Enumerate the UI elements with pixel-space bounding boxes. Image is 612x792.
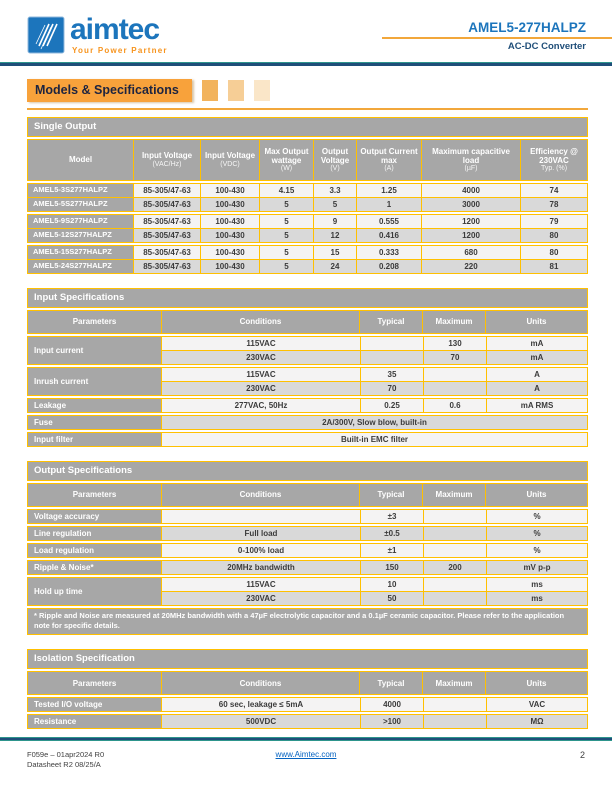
spec-row: Built-in EMC filter [162,433,587,446]
spec-group-voltage-accuracy: Voltage accuracy ±3 % [27,509,588,524]
page-header [0,0,612,62]
decor-square-1 [202,80,218,101]
spec-row: 230VAC 70 mA [162,350,587,364]
model-underline [382,37,612,39]
ripple-noise-footnote: * Ripple and Noise are measured at 20MHz bandwidth with a 47µF electrolytic capacitor and a 0.1µF ceramic capacitor. Please refer to the application note for specific details. [27,608,588,635]
page-title: Models & Specifications [27,79,192,102]
model-row-pair [27,183,588,212]
content [27,117,588,729]
input-specs-section [27,288,588,447]
spec-row: 0-100% load ±1 % [162,544,587,557]
spec-group-hold-up-time: Hold up time 115VAC 10 ms 230VAC 50 ms [27,577,588,606]
spec-row: 2A/300V, Slow blow, built-in [162,416,587,429]
decor-square-3 [254,80,270,101]
single-output-title: Single Output [27,117,588,137]
input-specs-title: Input Specifications [27,288,588,308]
spec-row: 277VAC, 50Hz 0.25 0.6 mA RMS [162,399,587,412]
table-row: AMEL5-24S277HALPZ 85-305/47-63 100-430 5 24 0.208 220 81 [28,259,587,273]
spec-group-leakage: Leakage 277VAC, 50Hz 0.25 0.6 mA RMS [27,398,588,413]
spec-row: 115VAC 130 mA [162,337,587,350]
spec-row: Full load ±0.5 % [162,527,587,540]
page-number: 2 [579,749,585,760]
table-row: AMEL5-5S277HALPZ 85-305/47-63 100-430 5 5 1 3000 78 [28,197,587,211]
spec-row: 20MHz bandwidth 150 200 mV p-p [162,561,587,574]
table-row: AMEL5-3S277HALPZ 85-305/47-63 100-430 4.15 3.3 1.25 4000 74 [28,184,587,197]
spec-group-fuse: Fuse 2A/300V, Slow blow, built-in [27,415,588,430]
header-product-block [382,20,612,52]
spec-group-load-regulation: Load regulation 0-100% load ±1 % [27,543,588,558]
product-model-number: AMEL5-277HALPZ [468,20,586,35]
title-rule [27,108,588,110]
spec-row: 115VAC 10 ms [162,578,587,591]
table-row: AMEL5-9S277HALPZ 85-305/47-63 100-430 5 9 0.555 1200 79 [28,215,587,228]
input-specs-header-row: Parameters Conditions Typical Maximum Units [27,310,588,334]
table-row: AMEL5-12S277HALPZ 85-305/47-63 100-430 5 12 0.416 1200 80 [28,228,587,242]
model-row-pair [27,214,588,243]
header-divider [0,62,612,66]
spec-group-ripple-noise: Ripple & Noise* 20MHz bandwidth 150 200 mV p-p [27,560,588,575]
spec-group-inrush-current: Inrush current 115VAC 35 A 230VAC 70 A [27,367,588,396]
single-output-section [27,117,588,274]
spec-group-resistance: Resistance 500VDC >100 MΩ [27,714,588,729]
decor-square-2 [228,80,244,101]
output-specs-title: Output Specifications [27,461,588,481]
output-specs-header-row: Parameters Conditions Typical Maximum Units [27,483,588,507]
page-footer [0,737,612,792]
brand-tagline: Your Power Partner [72,45,168,55]
brand-name: aimtec [70,13,160,46]
spec-group-input-filter: Input filter Built-in EMC filter [27,432,588,447]
model-row-pair [27,245,588,274]
aimtec-logo [27,13,168,55]
single-output-header-row: Model Input Voltage (VAC/Hz) Input Voltage (VDC) Max Output wattage (W) Output Voltage (V) Output Current max (A) Maximum capacitive load (µF) Efficiency @ 230VAC Typ. (%) [27,139,588,181]
aimtec-logo-icon [27,16,65,54]
spec-group-input-current: Input current 115VAC 130 mA 230VAC 70 mA [27,336,588,365]
title-row [27,79,585,102]
table-row: AMEL5-15S277HALPZ 85-305/47-63 100-430 5 15 0.333 680 80 [28,246,587,259]
isolation-specs-title: Isolation Specification [27,649,588,669]
spec-row: 230VAC 50 ms [162,591,587,605]
spec-row: 500VDC >100 MΩ [162,715,587,728]
spec-row: 230VAC 70 A [162,381,587,395]
isolation-specs-section [27,649,588,729]
spec-group-tested-io-voltage: Tested I/O voltage 60 sec, leakage ≤ 5mA 4000 VAC [27,697,588,712]
spec-row: 60 sec, leakage ≤ 5mA 4000 VAC [162,698,587,711]
spec-row: 115VAC 35 A [162,368,587,381]
footer-revision: Datasheet R2 08/25/A [27,759,101,769]
spec-row: ±3 % [162,510,587,523]
output-specs-section [27,461,588,635]
isolation-specs-header-row: Parameters Conditions Typical Maximum Units [27,671,588,695]
spec-group-line-regulation: Line regulation Full load ±0.5 % [27,526,588,541]
footer-doc-info [27,750,213,770]
product-type: AC-DC Converter [507,41,586,52]
footer-doc-ref: F059e – 01apr2024 R0 [27,749,105,759]
website-link[interactable]: www.Aimtec.com [275,749,337,759]
